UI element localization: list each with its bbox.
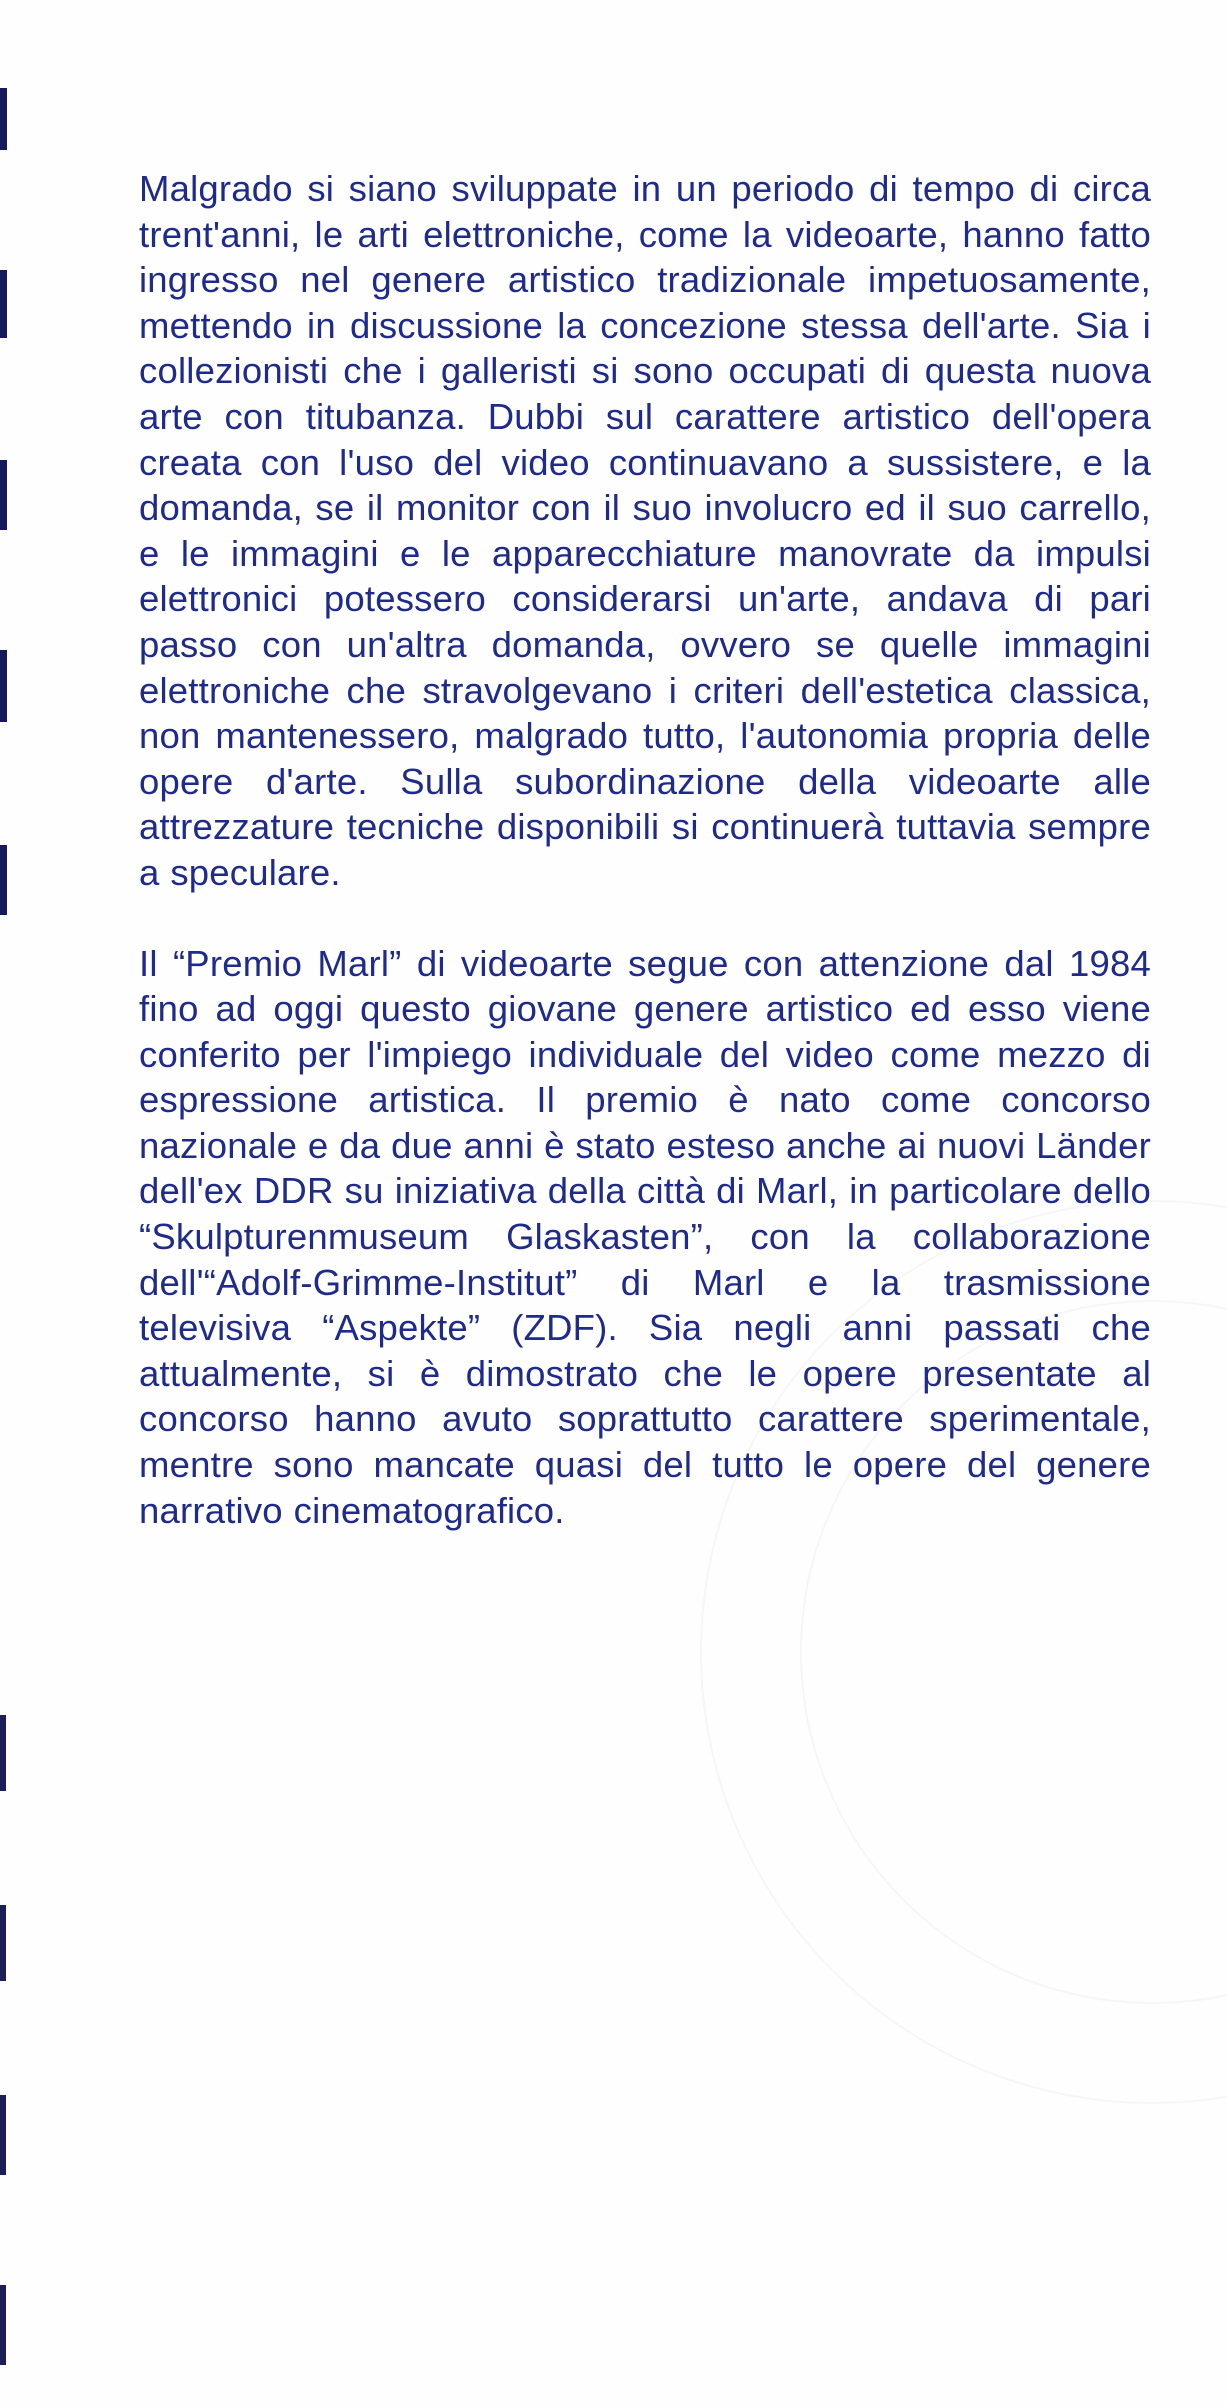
binding-mark xyxy=(0,2285,6,2365)
paragraph-intro: Malgrado si siano sviluppate in un periodo di tempo di circa trent'anni, le arti elettroniche, come la videoarte, hanno fatto ingresso nel genere artistico tradizionale impetuosamente, mettendo in discussione la concezione stessa dell'arte. Sia i collezionisti che i galleristi si sono occupati di questa nuova arte con titubanza. Dubbi sul carattere artistico dell'opera creata con l'uso del video continuavano a sussistere, e la domanda, se il monitor con il suo involucro ed il suo carrello, e le immagini e le apparecchiature manovrate da impulsi elettronici potessero considerarsi un'arte, andava di pari passo con un'altra domanda, ovvero se quelle immagini elettroniche che stravolgevano i criteri dell'estetica classica, non mantenessero, malgrado tutto, l'autonomia propria delle opere d'arte. Sulla subordinazione della videoarte alle attrezzature tecniche disponibili si continuerà tuttavia sempre a speculare. xyxy=(139,168,1151,893)
body-text xyxy=(139,166,1151,1533)
binding-mark xyxy=(0,1715,6,1791)
binding-mark xyxy=(0,2095,6,2175)
binding-mark xyxy=(0,650,7,722)
binding-mark xyxy=(0,270,7,338)
paragraph-premio-marl: Il “Premio Marl” di videoarte segue con attenzione dal 1984 fino ad oggi questo giovane genere artistico ed esso viene conferito per l'impiego individuale del video come mezzo di espressione artistica. Il premio è nato come concorso nazionale e da due anni è stato esteso anche ai nuovi Länder dell'ex DDR su iniziativa della città di Marl, in particolare dello “Skulpturenmuseum Glaskasten”, con la collaborazione dell'“Adolf-Grimme-Institut” di Marl e la trasmissione televisiva “Aspekte” (ZDF). Sia negli anni passati che attualmente, si è dimostrato che le opere presentate al concorso hanno avuto soprattutto carattere sperimentale, mentre sono mancate quasi del tutto le opere del genere narrativo cinematografico. xyxy=(139,942,1151,1531)
binding-mark xyxy=(0,88,7,150)
binding-mark xyxy=(0,460,7,530)
binding-mark xyxy=(0,845,7,915)
binding-mark xyxy=(0,1905,6,1981)
